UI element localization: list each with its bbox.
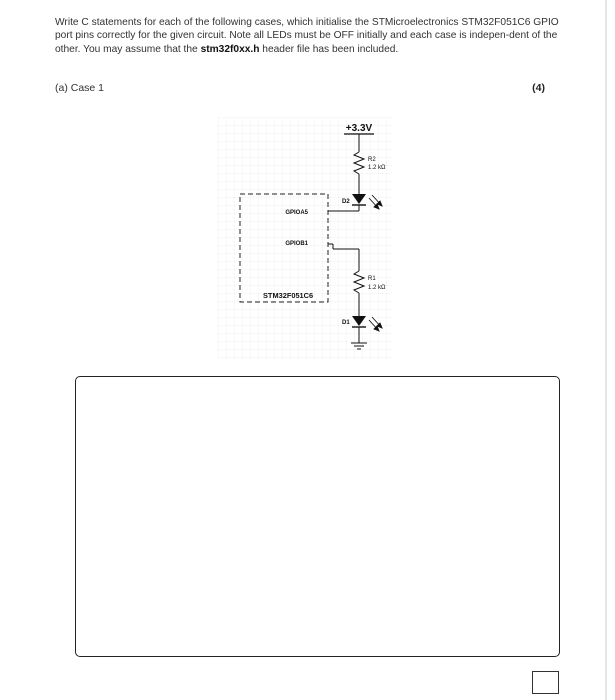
completion-checkbox[interactable] — [532, 671, 559, 694]
header-file-name: stm32f0xx.h — [200, 43, 260, 55]
d1-label: D1 — [342, 320, 350, 326]
question-text — [55, 16, 565, 56]
r2-value: 1.2 kΩ — [368, 165, 386, 171]
intro-part1: Write C statements for each of the following cases, which initialise the STMicroelectronics STM32F051C6 GPIO port pins correctly for the given circuit. Note all LEDs must be OFF initially and each case is indepen-dent of the other. You may assume that the — [55, 17, 559, 55]
d2-label: D2 — [342, 199, 350, 205]
page-edge — [605, 0, 607, 700]
pin-gpioa5-label: GPIOA5 — [285, 210, 308, 216]
case-label: (a) Case 1 — [55, 82, 105, 94]
marks-label: (4) — [532, 82, 545, 94]
r1-label: R1 — [368, 276, 376, 282]
r1-value: 1.2 kΩ — [368, 285, 386, 291]
pin-gpiob1-label: GPIOB1 — [285, 241, 308, 247]
chip-label: STM32F051C6 — [263, 291, 314, 300]
answer-box[interactable] — [75, 376, 560, 657]
r2-label: R2 — [368, 157, 376, 163]
grid-background — [218, 117, 394, 359]
intro-part2: header file has been included. — [259, 43, 399, 55]
supply-label: +3.3V — [345, 123, 373, 134]
circuit-diagram — [218, 117, 398, 362]
